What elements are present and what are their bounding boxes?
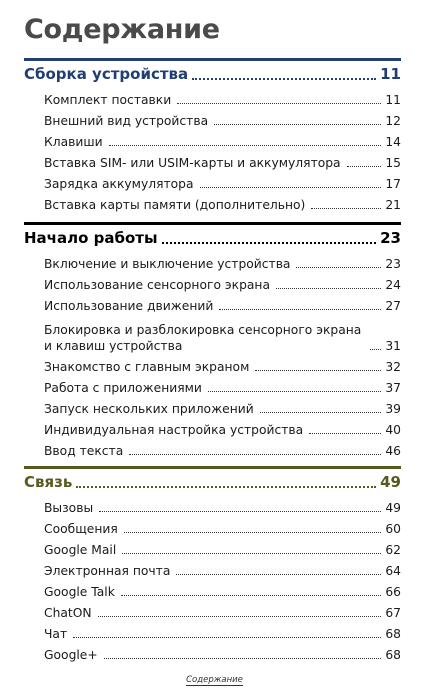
entry-label: Использование движений — [44, 299, 214, 313]
entry-page: 11 — [385, 93, 401, 107]
dot-leader — [370, 349, 381, 350]
entry-page: 62 — [385, 543, 401, 557]
entry-page: 31 — [385, 339, 401, 353]
entry-page: 39 — [385, 402, 401, 416]
dot-leader — [309, 433, 381, 434]
toc-entry[interactable] — [24, 293, 401, 314]
entry-label: Чат — [44, 627, 68, 641]
entry-label: Вставка карты памяти (дополнительно) — [44, 198, 306, 212]
dot-leader — [347, 166, 382, 167]
toc-entry[interactable] — [24, 251, 401, 272]
entry-label: Индивидуальная настройка устройства — [44, 423, 304, 437]
section-header[interactable] — [24, 469, 401, 495]
entry-label: Сообщения — [44, 522, 118, 536]
entry-page: 68 — [385, 627, 401, 641]
footer-label: Содержание — [186, 675, 243, 685]
entry-page: 23 — [385, 257, 401, 271]
dot-leader — [192, 78, 376, 80]
toc-entry[interactable] — [24, 108, 401, 129]
section-title: Сборка устройства — [24, 65, 189, 83]
toc-entry[interactable] — [24, 579, 401, 600]
toc-entry[interactable] — [24, 438, 401, 459]
toc-entry[interactable] — [24, 396, 401, 417]
page-title: Содержание — [24, 14, 220, 45]
dot-leader — [296, 267, 381, 268]
dot-leader — [176, 574, 381, 575]
dot-leader — [162, 242, 377, 244]
toc-entry[interactable] — [24, 621, 401, 642]
dot-leader — [122, 553, 381, 554]
entry-page: 12 — [385, 114, 401, 128]
dot-leader — [121, 595, 382, 596]
dot-leader — [98, 616, 382, 617]
toc-entry[interactable] — [24, 87, 401, 108]
page-footer — [0, 675, 429, 685]
toc-section-getting-started — [24, 222, 401, 459]
entry-label: Запуск нескольких приложений — [44, 402, 254, 416]
entry-label: Комплект поставки — [44, 93, 172, 107]
section-header[interactable] — [24, 61, 401, 87]
entry-page: 49 — [385, 501, 401, 515]
toc-entry[interactable] — [24, 417, 401, 438]
entry-page: 46 — [385, 444, 401, 458]
toc-entry[interactable] — [24, 600, 401, 621]
entry-label: ChatON — [44, 606, 92, 620]
entry-page: 40 — [385, 423, 401, 437]
dot-leader — [311, 208, 381, 209]
section-header[interactable] — [24, 225, 401, 251]
toc-entry[interactable] — [24, 272, 401, 293]
entry-label: Клавиши — [44, 135, 103, 149]
entry-page: 67 — [385, 606, 401, 620]
entry-label: Зарядка аккумулятора — [44, 177, 194, 191]
toc-section-communication — [24, 466, 401, 663]
toc-entry[interactable] — [24, 354, 401, 375]
toc-entry[interactable] — [24, 516, 401, 537]
entry-label: Ввод текста — [44, 444, 124, 458]
entry-page: 17 — [385, 177, 401, 191]
toc-entry[interactable] — [24, 495, 401, 516]
entry-page: 68 — [385, 648, 401, 662]
dot-leader — [200, 187, 382, 188]
toc-entry[interactable] — [24, 129, 401, 150]
toc-section-assembly — [24, 58, 401, 213]
entry-label: Google+ — [44, 648, 98, 662]
toc-entry[interactable] — [24, 171, 401, 192]
entry-label: Google Talk — [44, 585, 115, 599]
entry-page: 64 — [385, 564, 401, 578]
section-page: 11 — [380, 65, 401, 83]
section-title: Начало работы — [24, 229, 158, 247]
dot-leader — [255, 370, 381, 371]
dot-leader — [73, 637, 381, 638]
entry-label: Электронная почта — [44, 564, 171, 578]
dot-leader — [208, 391, 381, 392]
dot-leader — [214, 124, 381, 125]
toc-entry[interactable] — [24, 537, 401, 558]
toc-entry[interactable] — [24, 642, 401, 663]
dot-leader — [109, 145, 382, 146]
toc-entry[interactable] — [24, 192, 401, 213]
dot-leader — [129, 454, 381, 455]
dot-leader — [260, 412, 382, 413]
entry-page: 27 — [385, 299, 401, 313]
dot-leader — [219, 309, 381, 310]
entry-page: 37 — [385, 381, 401, 395]
entry-label: Вставка SIM- или USIM-карты и аккумулятора — [44, 156, 341, 170]
entry-page: 24 — [385, 278, 401, 292]
toc-entry[interactable] — [24, 375, 401, 396]
toc-entry[interactable] — [24, 150, 401, 171]
entry-label: Знакомство с главным экраном — [44, 360, 250, 374]
dot-leader — [104, 658, 382, 659]
dot-leader — [76, 486, 376, 488]
entry-label: Блокировка и разблокировка сенсорного экрана и клавиш устройства — [44, 323, 362, 353]
entry-label: Внешний вид устройства — [44, 114, 209, 128]
entry-label: Google Mail — [44, 543, 117, 557]
dot-leader — [124, 532, 382, 533]
entry-page: 60 — [385, 522, 401, 536]
entry-label: Работа с приложениями — [44, 381, 202, 395]
entry-label: Использование сенсорного экрана — [44, 278, 270, 292]
dot-leader — [177, 103, 381, 104]
entry-label: Вызовы — [44, 501, 94, 515]
section-title: Связь — [24, 473, 73, 491]
entry-page: 14 — [385, 135, 401, 149]
section-page: 49 — [380, 473, 401, 491]
entry-page: 66 — [385, 585, 401, 599]
entry-page: 21 — [385, 198, 401, 212]
entry-page: 15 — [385, 156, 401, 170]
entry-page: 32 — [385, 360, 401, 374]
dot-leader — [99, 511, 381, 512]
section-page: 23 — [380, 229, 401, 247]
entry-label: Включение и выключение устройства — [44, 257, 291, 271]
toc-entry[interactable] — [24, 314, 401, 354]
dot-leader — [276, 288, 381, 289]
toc-entry[interactable] — [24, 558, 401, 579]
